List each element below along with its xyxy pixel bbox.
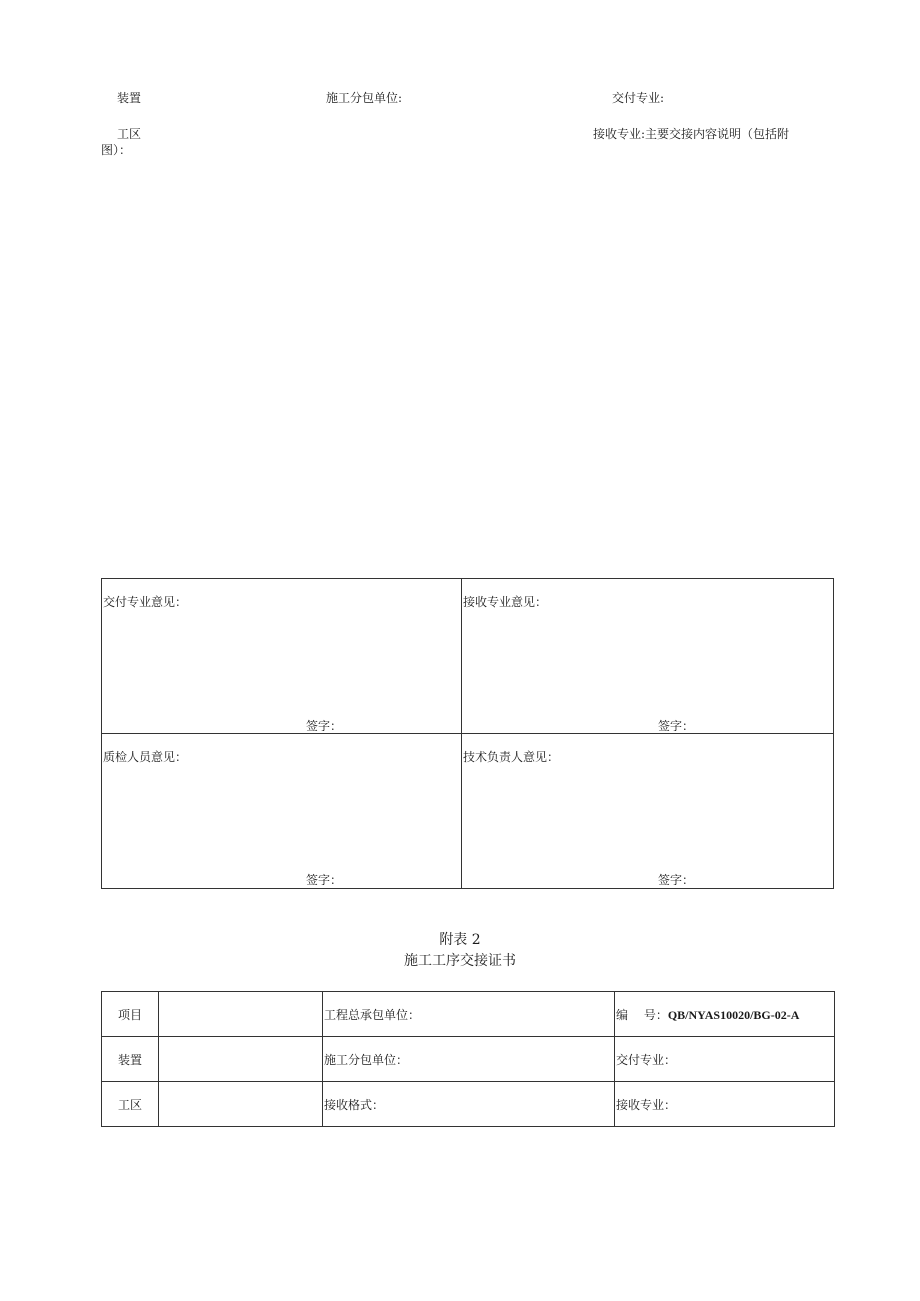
header-device-label: 装置 [117, 91, 142, 105]
receiving-format-label: 接收格式： [323, 1082, 615, 1127]
row-label-work-area: 工区 [102, 1082, 159, 1127]
receiving-signature-label: 签字： [658, 719, 695, 733]
header-receiving-discipline-label: 接收专业:主要交接内容说明（包括附 [593, 127, 790, 141]
document-number-value: QB/NYAS10020/BG-02-A [667, 1007, 800, 1022]
quality-opinion-label: 质检人员意见： [103, 750, 188, 764]
appendix-label: 附表 2 [439, 932, 481, 948]
header-receiving-discipline-continuation: 图）： [101, 143, 132, 157]
opinions-table [101, 578, 834, 889]
technical-opinion-cell [462, 734, 833, 888]
delivery-discipline-cell [615, 1037, 835, 1082]
receiving-opinion-cell [462, 579, 833, 734]
header-subcontractor-label: 施工分包单位: [326, 91, 403, 105]
quality-signature-label: 签字： [306, 873, 343, 887]
subcontractor-label: 施工分包单位： [323, 1037, 615, 1082]
delivery-discipline-label: 交付专业： [616, 1052, 677, 1067]
table-row [102, 1037, 835, 1082]
header-delivery-discipline-label: 交付专业: [612, 91, 665, 105]
document-number-cell [615, 992, 835, 1037]
receiving-opinion-label: 接收专业意见： [463, 595, 548, 609]
delivery-opinion-cell [102, 579, 462, 734]
row-label-device: 装置 [102, 1037, 159, 1082]
delivery-opinion-label: 交付专业意见： [103, 595, 188, 609]
receiving-discipline-label: 接收专业： [616, 1097, 677, 1112]
document-number-label: 编 号： [616, 1007, 668, 1022]
quality-opinion-cell [102, 734, 462, 888]
device-value-cell [159, 1037, 323, 1082]
table-row [102, 992, 835, 1037]
general-contractor-label: 工程总承包单位： [323, 992, 615, 1037]
header-work-area-label: 工区 [117, 127, 142, 141]
table-row [102, 1082, 835, 1127]
technical-signature-label: 签字： [658, 873, 695, 887]
receiving-discipline-cell [615, 1082, 835, 1127]
delivery-signature-label: 签字： [306, 719, 343, 733]
row-label-project: 项目 [102, 992, 159, 1037]
project-value-cell [159, 992, 323, 1037]
work-area-value-cell [159, 1082, 323, 1127]
technical-opinion-label: 技术负责人意见： [463, 750, 560, 764]
certificate-table [101, 991, 835, 1127]
certificate-title: 施工工序交接证书 [404, 953, 516, 969]
